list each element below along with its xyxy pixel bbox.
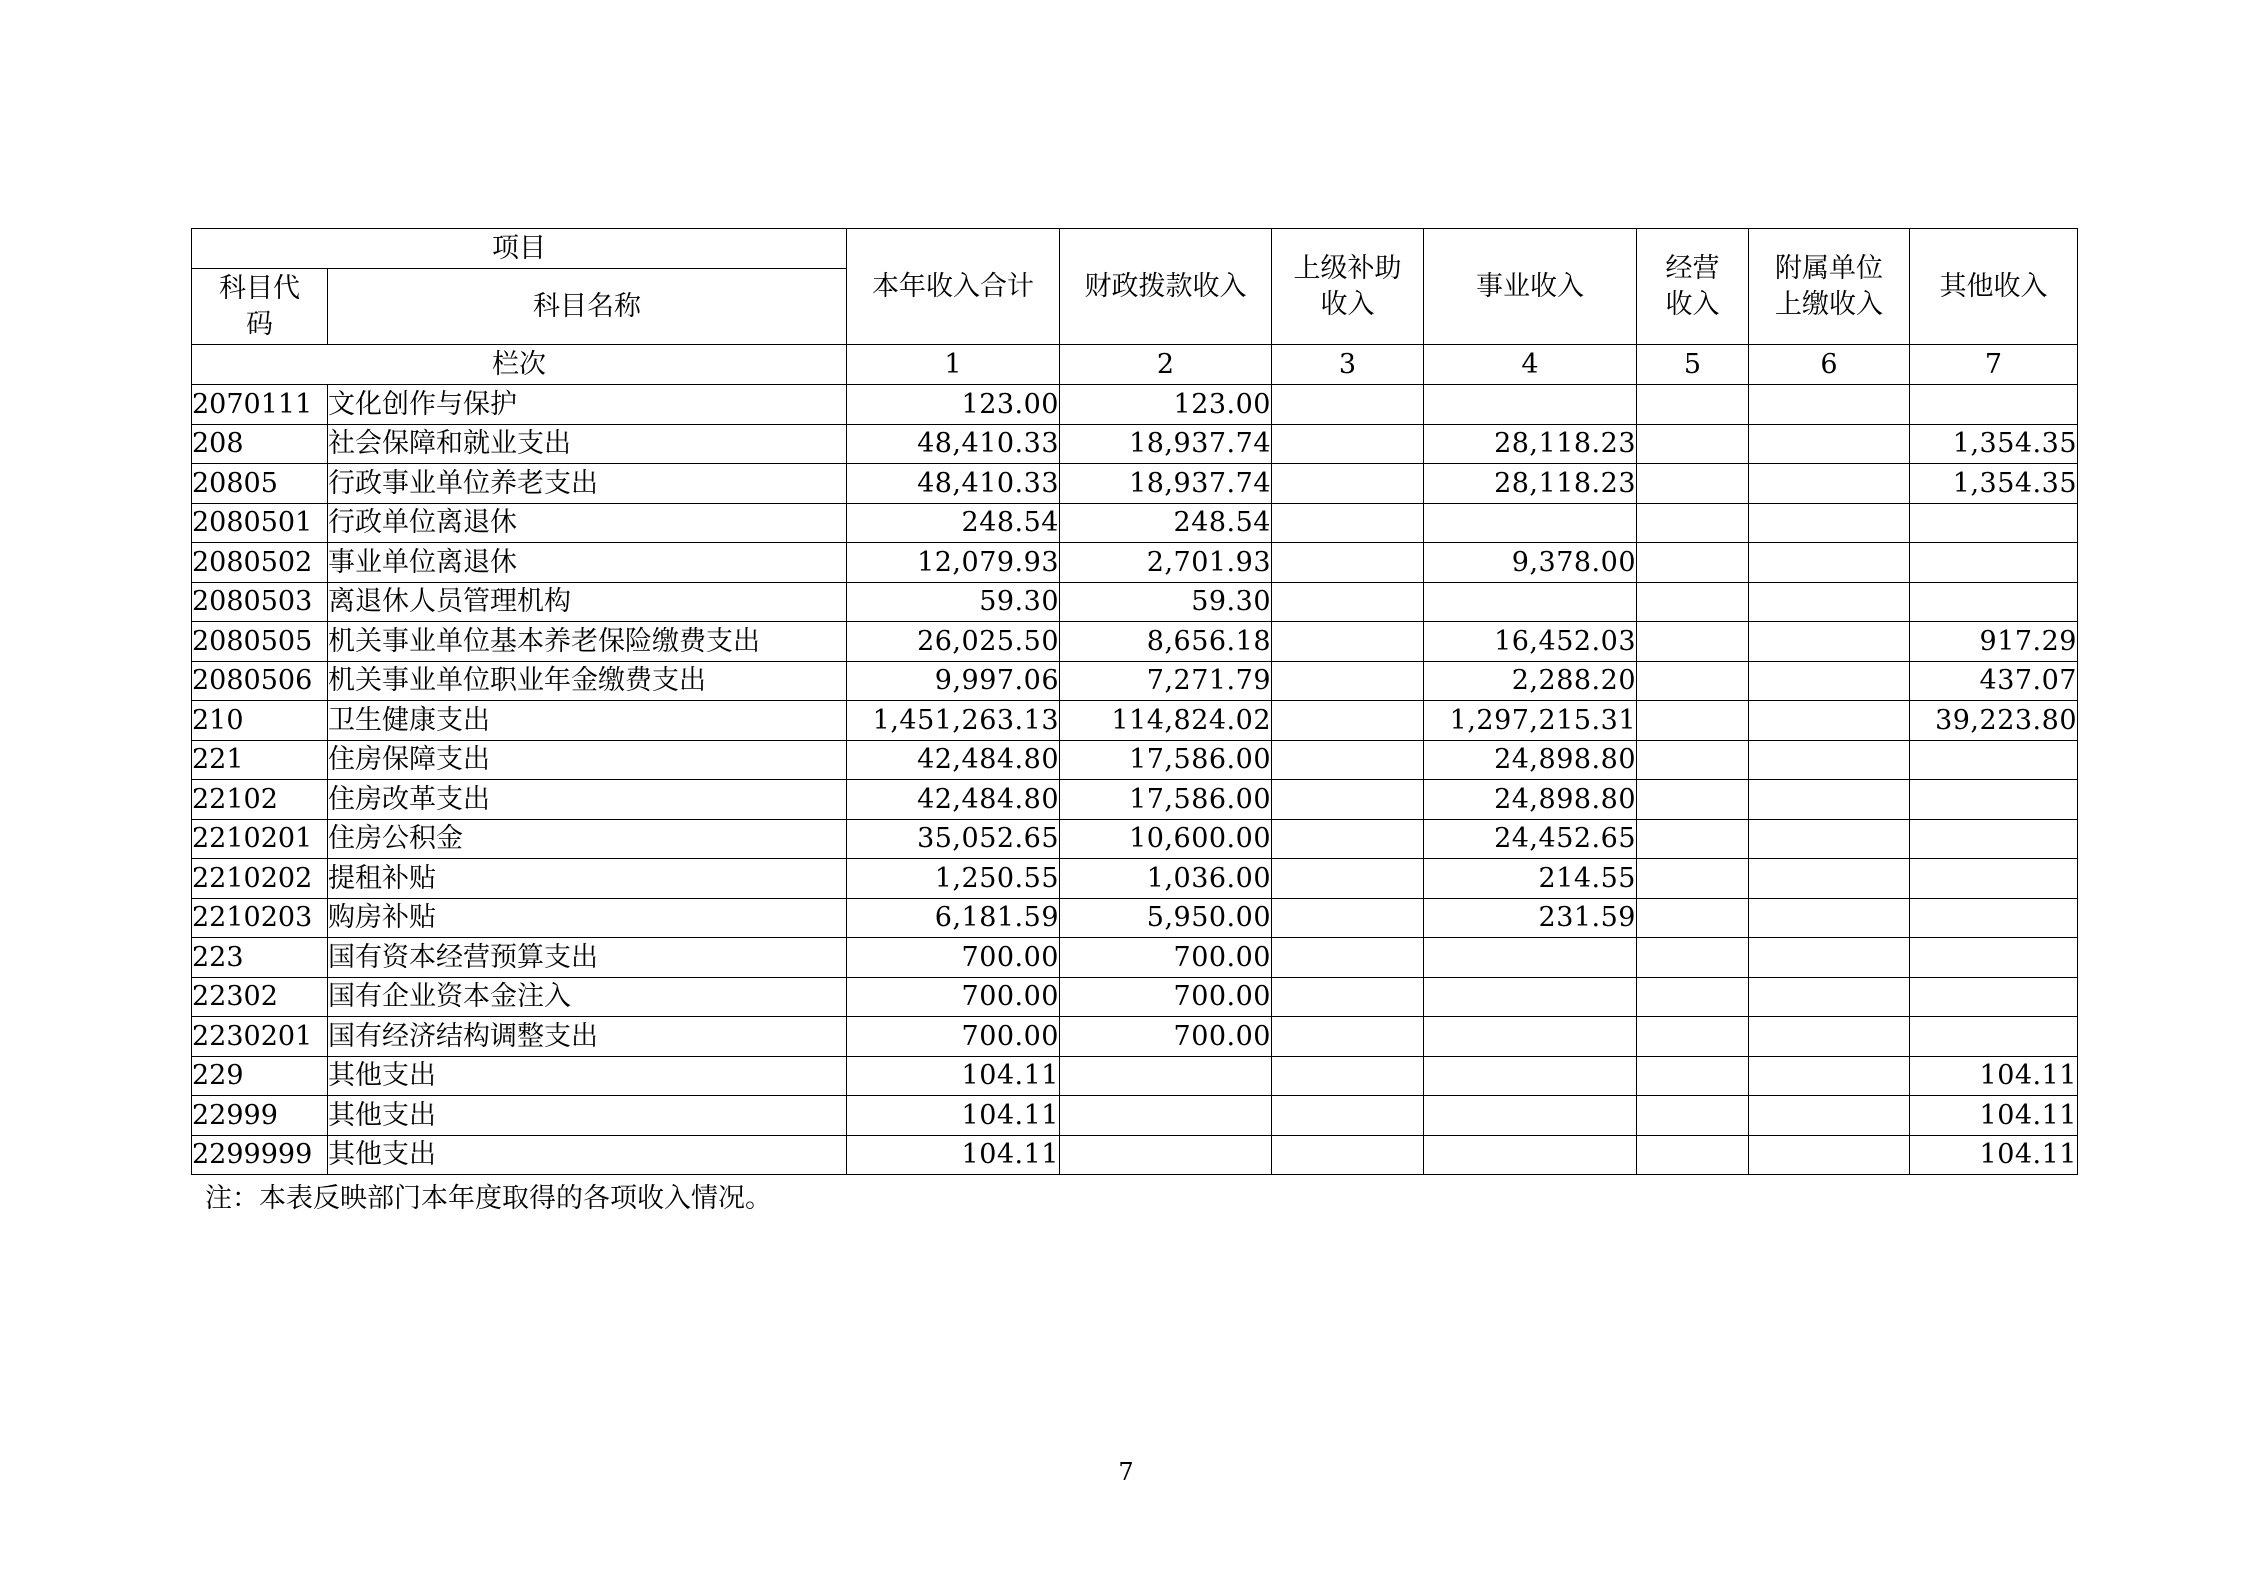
cell-operating	[1637, 582, 1749, 622]
cell-fiscal: 7,271.79	[1060, 661, 1272, 701]
cell-business	[1424, 938, 1637, 978]
cell-affiliated	[1749, 1017, 1910, 1057]
cell-fiscal: 1,036.00	[1060, 859, 1272, 899]
cell-fiscal: 700.00	[1060, 938, 1272, 978]
cell-other	[1910, 582, 2078, 622]
cell-affiliated	[1749, 424, 1910, 464]
cell-total: 700.00	[847, 1017, 1060, 1057]
cell-business	[1424, 1056, 1637, 1096]
cell-operating	[1637, 1056, 1749, 1096]
cell-superior	[1272, 740, 1424, 780]
cell-total: 248.54	[847, 503, 1060, 543]
cell-name: 国有资本经营预算支出	[328, 938, 847, 978]
header-other-label: 其他收入	[1939, 270, 2048, 302]
cell-operating	[1637, 859, 1749, 899]
table-body	[192, 385, 2078, 1175]
cell-other	[1910, 385, 2078, 425]
table-row	[192, 464, 2078, 504]
cell-name: 住房公积金	[328, 819, 847, 859]
header-code-label: 科目代码	[219, 273, 300, 340]
header-column-number: 4	[1424, 345, 1637, 385]
header-total-label: 本年收入合计	[872, 270, 1034, 302]
table-header	[192, 229, 2078, 385]
cell-total: 26,025.50	[847, 622, 1060, 662]
cell-fiscal: 700.00	[1060, 977, 1272, 1017]
table-row	[192, 740, 2078, 780]
cell-business: 24,452.65	[1424, 819, 1637, 859]
header-business	[1424, 229, 1637, 345]
cell-superior	[1272, 464, 1424, 504]
table-row	[192, 1017, 2078, 1057]
cell-business	[1424, 977, 1637, 1017]
cell-other	[1910, 543, 2078, 583]
cell-operating	[1637, 424, 1749, 464]
cell-fiscal	[1060, 1056, 1272, 1096]
cell-affiliated	[1749, 977, 1910, 1017]
cell-fiscal: 114,824.02	[1060, 701, 1272, 741]
cell-business	[1424, 1135, 1637, 1175]
cell-superior	[1272, 582, 1424, 622]
cell-name: 住房改革支出	[328, 780, 847, 820]
cell-superior	[1272, 977, 1424, 1017]
cell-total: 700.00	[847, 938, 1060, 978]
cell-operating	[1637, 661, 1749, 701]
cell-operating	[1637, 898, 1749, 938]
cell-business	[1424, 1017, 1637, 1057]
cell-operating	[1637, 938, 1749, 978]
table-row	[192, 582, 2078, 622]
cell-affiliated	[1749, 938, 1910, 978]
cell-name: 国有企业资本金注入	[328, 977, 847, 1017]
table-row	[192, 661, 2078, 701]
cell-superior	[1272, 780, 1424, 820]
table-row	[192, 977, 2078, 1017]
cell-affiliated	[1749, 385, 1910, 425]
cell-other	[1910, 898, 2078, 938]
cell-fiscal	[1060, 1096, 1272, 1136]
cell-name: 文化创作与保护	[328, 385, 847, 425]
cell-code: 221	[192, 740, 328, 780]
header-column-number: 1	[847, 345, 1060, 385]
cell-name: 机关事业单位基本养老保险缴费支出	[328, 622, 847, 662]
cell-affiliated	[1749, 1056, 1910, 1096]
cell-other: 917.29	[1910, 622, 2078, 662]
table-row	[192, 385, 2078, 425]
cell-superior	[1272, 1135, 1424, 1175]
cell-other	[1910, 780, 2078, 820]
cell-affiliated	[1749, 898, 1910, 938]
cell-business: 24,898.80	[1424, 740, 1637, 780]
cell-other	[1910, 938, 2078, 978]
table-row	[192, 1096, 2078, 1136]
header-fiscal	[1060, 229, 1272, 345]
cell-other	[1910, 740, 2078, 780]
cell-fiscal: 123.00	[1060, 385, 1272, 425]
table-row	[192, 819, 2078, 859]
header-column-number: 2	[1060, 345, 1272, 385]
cell-total: 48,410.33	[847, 424, 1060, 464]
cell-affiliated	[1749, 582, 1910, 622]
cell-name: 事业单位离退休	[328, 543, 847, 583]
header-column-number: 5	[1637, 345, 1749, 385]
header-business-label: 事业收入	[1476, 270, 1584, 302]
cell-name: 卫生健康支出	[328, 701, 847, 741]
cell-fiscal: 8,656.18	[1060, 622, 1272, 662]
cell-total: 104.11	[847, 1056, 1060, 1096]
cell-code: 2210201	[192, 819, 328, 859]
cell-operating	[1637, 977, 1749, 1017]
header-affiliated-label: 附属单位上缴收入	[1775, 253, 1883, 320]
cell-affiliated	[1749, 819, 1910, 859]
cell-code: 22302	[192, 977, 328, 1017]
cell-fiscal: 248.54	[1060, 503, 1272, 543]
cell-total: 12,079.93	[847, 543, 1060, 583]
cell-total: 1,250.55	[847, 859, 1060, 899]
cell-total: 6,181.59	[847, 898, 1060, 938]
cell-code: 210	[192, 701, 328, 741]
cell-name: 行政事业单位养老支出	[328, 464, 847, 504]
cell-operating	[1637, 1017, 1749, 1057]
header-other	[1910, 229, 2078, 345]
table-row	[192, 1135, 2078, 1175]
cell-other: 104.11	[1910, 1056, 2078, 1096]
cell-code: 2299999	[192, 1135, 328, 1175]
cell-superior	[1272, 701, 1424, 741]
cell-business: 24,898.80	[1424, 780, 1637, 820]
cell-affiliated	[1749, 859, 1910, 899]
header-operating	[1637, 229, 1749, 345]
cell-business	[1424, 582, 1637, 622]
cell-total: 35,052.65	[847, 819, 1060, 859]
table-row	[192, 424, 2078, 464]
cell-business: 1,297,215.31	[1424, 701, 1637, 741]
table-row	[192, 859, 2078, 899]
cell-code: 2080501	[192, 503, 328, 543]
cell-superior	[1272, 1017, 1424, 1057]
cell-affiliated	[1749, 543, 1910, 583]
cell-code: 2210202	[192, 859, 328, 899]
cell-operating	[1637, 780, 1749, 820]
cell-code: 2080502	[192, 543, 328, 583]
cell-fiscal: 700.00	[1060, 1017, 1272, 1057]
cell-operating	[1637, 543, 1749, 583]
cell-total: 104.11	[847, 1135, 1060, 1175]
header-item: 项目	[192, 229, 847, 269]
cell-code: 208	[192, 424, 328, 464]
cell-other: 1,354.35	[1910, 424, 2078, 464]
cell-superior	[1272, 819, 1424, 859]
cell-business: 9,378.00	[1424, 543, 1637, 583]
cell-operating	[1637, 740, 1749, 780]
cell-superior	[1272, 898, 1424, 938]
cell-affiliated	[1749, 661, 1910, 701]
table-row	[192, 898, 2078, 938]
cell-affiliated	[1749, 464, 1910, 504]
cell-total: 42,484.80	[847, 740, 1060, 780]
cell-other	[1910, 503, 2078, 543]
cell-name: 社会保障和就业支出	[328, 424, 847, 464]
header-total	[847, 229, 1060, 345]
header-affiliated	[1749, 229, 1910, 345]
cell-total: 9,997.06	[847, 661, 1060, 701]
page-number: 7	[1118, 1458, 1134, 1486]
income-table	[191, 228, 2078, 1175]
cell-superior	[1272, 1056, 1424, 1096]
cell-name: 行政单位离退休	[328, 503, 847, 543]
cell-superior	[1272, 424, 1424, 464]
cell-operating	[1637, 701, 1749, 741]
cell-operating	[1637, 1135, 1749, 1175]
cell-code: 2080505	[192, 622, 328, 662]
cell-affiliated	[1749, 780, 1910, 820]
table-row	[192, 1056, 2078, 1096]
cell-name: 其他支出	[328, 1056, 847, 1096]
header-superior-label: 上级补助收入	[1293, 253, 1402, 320]
header-column-label: 栏次	[192, 345, 847, 385]
cell-fiscal: 18,937.74	[1060, 464, 1272, 504]
cell-operating	[1637, 1096, 1749, 1136]
cell-other	[1910, 819, 2078, 859]
cell-operating	[1637, 819, 1749, 859]
header-fiscal-label: 财政拨款收入	[1084, 270, 1247, 302]
cell-name: 购房补贴	[328, 898, 847, 938]
cell-other: 104.11	[1910, 1096, 2078, 1136]
cell-superior	[1272, 938, 1424, 978]
cell-name: 住房保障支出	[328, 740, 847, 780]
table-note: 注：本表反映部门本年度取得的各项收入情况。	[205, 1183, 772, 1214]
cell-code: 2080506	[192, 661, 328, 701]
table-row	[192, 622, 2078, 662]
cell-total: 42,484.80	[847, 780, 1060, 820]
cell-fiscal: 2,701.93	[1060, 543, 1272, 583]
cell-affiliated	[1749, 622, 1910, 662]
cell-operating	[1637, 503, 1749, 543]
cell-affiliated	[1749, 1096, 1910, 1136]
cell-operating	[1637, 622, 1749, 662]
cell-business: 2,288.20	[1424, 661, 1637, 701]
cell-business	[1424, 1096, 1637, 1136]
cell-business	[1424, 385, 1637, 425]
header-superior	[1272, 229, 1424, 345]
cell-affiliated	[1749, 701, 1910, 741]
cell-affiliated	[1749, 503, 1910, 543]
cell-total: 123.00	[847, 385, 1060, 425]
cell-business: 214.55	[1424, 859, 1637, 899]
cell-total: 59.30	[847, 582, 1060, 622]
cell-code: 2080503	[192, 582, 328, 622]
cell-business: 231.59	[1424, 898, 1637, 938]
cell-superior	[1272, 543, 1424, 583]
header-code	[192, 269, 328, 345]
cell-code: 22999	[192, 1096, 328, 1136]
header-operating-label: 经营收入	[1665, 253, 1720, 320]
cell-other	[1910, 977, 2078, 1017]
cell-name: 其他支出	[328, 1096, 847, 1136]
cell-business	[1424, 503, 1637, 543]
cell-code: 22102	[192, 780, 328, 820]
cell-fiscal: 17,586.00	[1060, 740, 1272, 780]
cell-superior	[1272, 859, 1424, 899]
cell-affiliated	[1749, 740, 1910, 780]
cell-other: 1,354.35	[1910, 464, 2078, 504]
cell-code: 229	[192, 1056, 328, 1096]
table-row	[192, 503, 2078, 543]
cell-code: 20805	[192, 464, 328, 504]
cell-fiscal	[1060, 1135, 1272, 1175]
cell-code: 2230201	[192, 1017, 328, 1057]
cell-operating	[1637, 385, 1749, 425]
table-row	[192, 543, 2078, 583]
cell-total: 1,451,263.13	[847, 701, 1060, 741]
cell-name: 提租补贴	[328, 859, 847, 899]
cell-fiscal: 10,600.00	[1060, 819, 1272, 859]
cell-total: 700.00	[847, 977, 1060, 1017]
cell-business: 16,452.03	[1424, 622, 1637, 662]
table-row	[192, 780, 2078, 820]
cell-superior	[1272, 385, 1424, 425]
table-row	[192, 701, 2078, 741]
cell-name: 机关事业单位职业年金缴费支出	[328, 661, 847, 701]
cell-superior	[1272, 661, 1424, 701]
cell-fiscal: 5,950.00	[1060, 898, 1272, 938]
cell-other: 437.07	[1910, 661, 2078, 701]
cell-fiscal: 59.30	[1060, 582, 1272, 622]
cell-superior	[1272, 1096, 1424, 1136]
table-row	[192, 938, 2078, 978]
header-column-number: 7	[1910, 345, 2078, 385]
cell-code: 223	[192, 938, 328, 978]
cell-operating	[1637, 464, 1749, 504]
header-column-number: 6	[1749, 345, 1910, 385]
cell-code: 2210203	[192, 898, 328, 938]
cell-business: 28,118.23	[1424, 464, 1637, 504]
header-column-number: 3	[1272, 345, 1424, 385]
cell-name: 离退休人员管理机构	[328, 582, 847, 622]
cell-fiscal: 18,937.74	[1060, 424, 1272, 464]
cell-code: 2070111	[192, 385, 328, 425]
cell-superior	[1272, 622, 1424, 662]
cell-fiscal: 17,586.00	[1060, 780, 1272, 820]
cell-total: 104.11	[847, 1096, 1060, 1136]
cell-affiliated	[1749, 1135, 1910, 1175]
header-name: 科目名称	[328, 269, 847, 345]
cell-other: 39,223.80	[1910, 701, 2078, 741]
cell-other	[1910, 1017, 2078, 1057]
cell-other: 104.11	[1910, 1135, 2078, 1175]
cell-name: 国有经济结构调整支出	[328, 1017, 847, 1057]
cell-superior	[1272, 503, 1424, 543]
cell-total: 48,410.33	[847, 464, 1060, 504]
cell-other	[1910, 859, 2078, 899]
cell-business: 28,118.23	[1424, 424, 1637, 464]
cell-name: 其他支出	[328, 1135, 847, 1175]
